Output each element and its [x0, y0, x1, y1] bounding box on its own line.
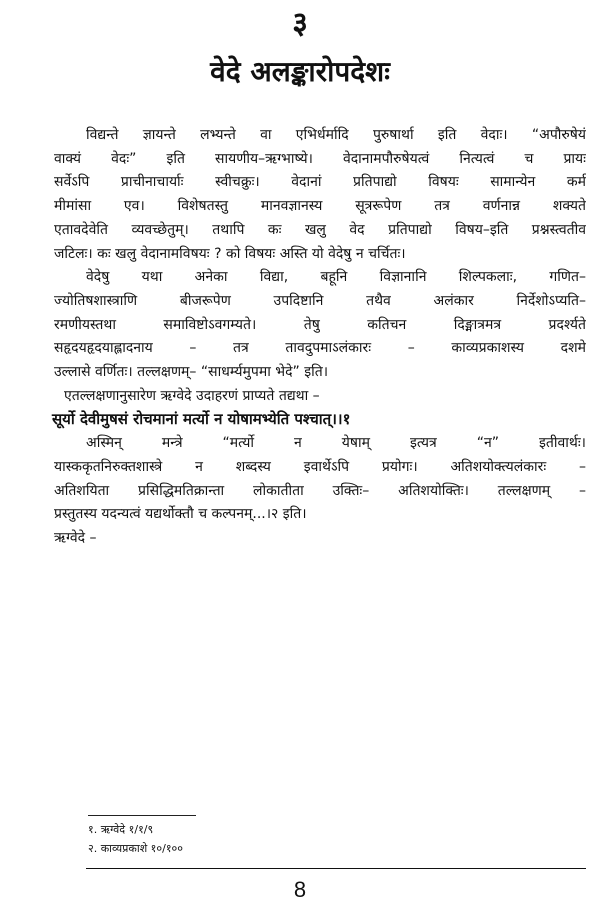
- text-line: जटिलः। कः खलु वेदानामविषयः ? को विषयः अस्ति यो वेदेषु न चर्चितः।: [54, 245, 406, 262]
- text-line: ऋग्वेदे –: [54, 529, 97, 546]
- chapter-number: ३: [292, 6, 308, 41]
- text-line: मीमांसा एव। विशेषतस्तु मानवज्ञानस्य सूत्ररूपेण तत्र वर्णनान्न शक्यते: [54, 198, 586, 215]
- footnotes: [88, 820, 183, 858]
- text-line: यास्ककृतनिरुक्तशास्त्रे न शब्दस्य इवार्थेऽपि प्रयोगः। अतिशयोक्त्यलंकारः –: [54, 458, 586, 475]
- text-line: प्रस्तुतस्य यदन्यत्वं यद्यर्थोक्तौ च कल्पनम्...।२ इति।: [54, 506, 307, 523]
- text-line: एतल्लक्षणानुसारेण ऋग्वेदे उदाहरणं प्राप्यते तद्यथा –: [64, 387, 320, 404]
- footnote-2: २. काव्यप्रकाशे १०/१००: [88, 842, 183, 855]
- text-line: एतावदेवेति व्यवच्छेतुम्। तथापि कः खलु वेद प्रतिपाद्यो विषय–इति प्रश्नस्त्वतीव: [54, 221, 586, 238]
- page-bottom-rule: [86, 868, 586, 869]
- text-line: सर्वेऽपि प्राचीनाचार्याः स्वीचक्रुः। वेदानां प्रतिपाद्यो विषयः सामान्येन कर्म: [54, 174, 586, 191]
- text-line: ज्योतिषशास्त्राणि बीजरूपेण उपदिष्टानि तथैव अलंकार निर्देशोऽप्यति–: [54, 292, 586, 309]
- text-line: अतिशयिता प्रसिद्धिमतिक्रान्ता लोकातीता उक्तिः– अतिशयोक्तिः। तल्लक्षणम् –: [54, 482, 586, 499]
- text-line: उल्लासे वर्णितः। तल्लक्षणम्– “साधर्म्यमुपमा भेदे” इति।: [54, 364, 329, 381]
- text-line: विद्यन्ते ज्ञायन्ते लभ्यन्ते वा एभिर्धर्मादि पुरुषार्था इति वेदाः। “अपौरुषेयं: [86, 127, 586, 143]
- body-text: [52, 124, 586, 551]
- text-line: रमणीयस्तथा समाविष्टोऽवगम्यते। तेषु कतिचन दिङ्मात्रमत्र प्रदर्श्यते: [54, 316, 586, 333]
- text-line: सहृदयहृदयाह्लादनाय – तत्र तावदुपमाऽलंकारः – काव्यप्रकाशस्य दशमे: [54, 340, 586, 357]
- footnote-divider: [88, 815, 196, 816]
- mantra-verse: सूर्यो देवीमुषसं रोचमानां मर्त्यो न योषामभ्येति पश्चात्।।१: [52, 410, 351, 429]
- text-line: वाक्यं वेदः” इति सायणीय–ऋग्भाष्ये। वेदानामपौरुषेयत्वं नित्यत्वं च प्रायः: [54, 150, 586, 167]
- page-number: 8: [293, 877, 307, 902]
- footnote-1: १. ऋग्वेदे १/१/९: [88, 823, 154, 836]
- text-line: वेदेषु यथा अनेका विद्या, बहूनि विज्ञानानि शिल्पकलाः, गणित–: [86, 269, 586, 286]
- chapter-title: वेदे अलङ्कारोपदेशः: [210, 55, 390, 88]
- text-line: अस्मिन् मन्त्रे “मर्त्यो न येषाम् इत्यत्र “न” इतीवार्थः।: [86, 435, 586, 452]
